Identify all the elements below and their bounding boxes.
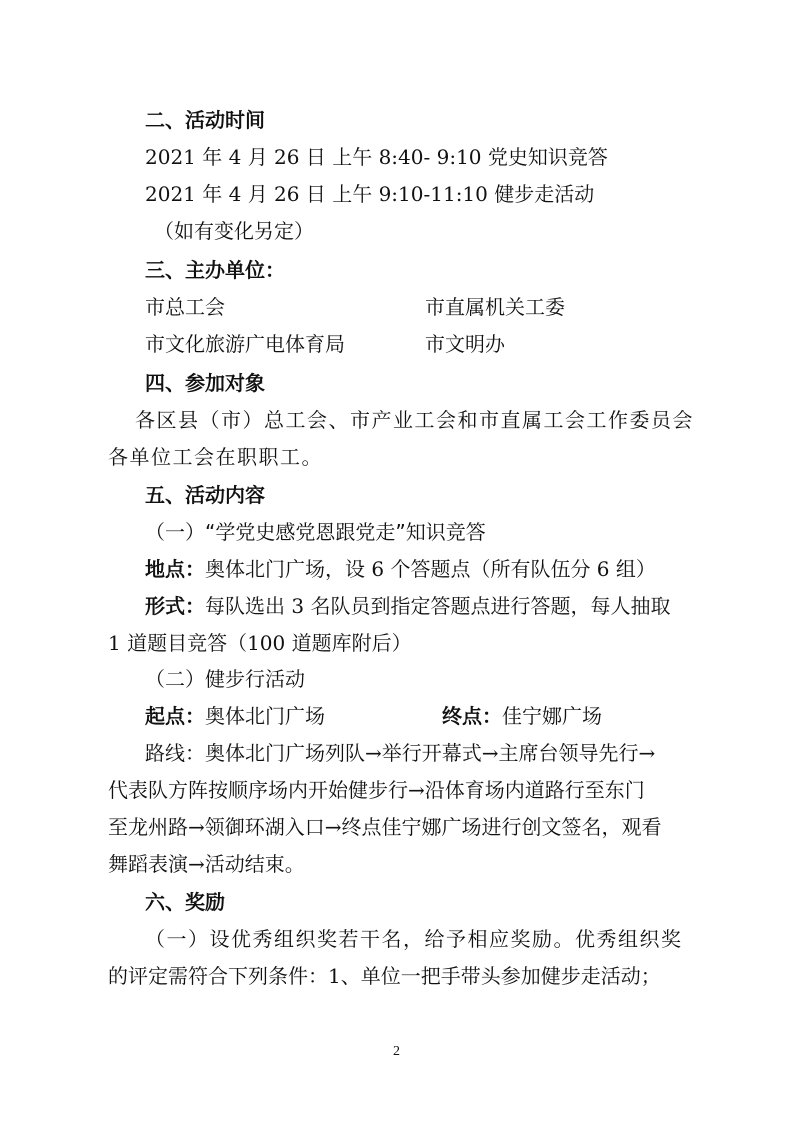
award-line-1: （一）设优秀组织奖若干名，给予相应奖励。优秀组织奖 [145,927,683,951]
award-line-2: 的评定需符合下列条件：1、单位一把手带头参加健步走活动； [108,964,661,988]
format-text: 每队选出 3 名队员到指定答题点进行答题，每人抽取 [205,594,671,618]
walk-start-end [145,701,745,731]
quiz-format-line-2: 1 道题目竞答（100 道题库附后） [108,631,412,655]
section-6-heading: 六、奖励 [145,890,225,914]
schedule-line-1: 2021 年 4 月 26 日 上午 8:40- 9:10 党史知识竞答 [145,145,608,169]
end-label: 终点： [442,704,502,728]
quiz-format-line-1 [145,591,745,621]
end-text: 佳宁娜广场 [502,704,602,728]
organizer-3: 市文化旅游广电体育局 [145,332,345,356]
start-label: 起点： [145,704,205,728]
section-4-heading: 四、参加对象 [145,371,265,395]
route-line-2: 代表队方阵按顺序场内开始健步行→沿体育场内道路行至东门 [108,778,645,802]
participants-line-1: 各区县（市）总工会、市产业工会和市直属工会工作委员会 [135,408,694,432]
location-text: 奥体北门广场，设 6 个答题点（所有队伍分 6 组） [205,557,656,581]
location-label: 地点： [145,557,205,581]
schedule-line-2: 2021 年 4 月 26 日 上午 9:10-11:10 健步走活动 [145,182,595,206]
start-text: 奥体北门广场 [205,704,325,728]
subsection-quiz-title: （一）“学党史感党恩跟党走”知识竞答 [145,520,486,544]
organizer-row-1 [145,292,745,322]
section-2-heading: 二、活动时间 [145,108,265,132]
subsection-walk-title: （二）健步行活动 [145,667,305,691]
route-line-4: 舞蹈表演→活动结束。 [108,852,305,876]
format-label: 形式： [145,594,205,618]
participants-line-2: 各单位工会在职职工。 [108,445,323,469]
route-line-1: 路线：奥体北门广场列队→举行开幕式→主席台领导先行→ [145,741,656,765]
quiz-location [145,554,745,584]
schedule-note: （如有变化另定） [154,219,314,243]
page-number: 2 [393,1044,400,1059]
organizer-row-2 [145,329,745,359]
section-5-heading: 五、活动内容 [145,483,265,507]
route-line-3: 至龙州路→领御环湖入口→终点佳宁娜广场进行创文签名，观看 [108,815,662,839]
organizer-4: 市文明办 [425,332,505,356]
section-3-heading: 三、主办单位： [145,258,285,282]
organizer-1: 市总工会 [145,295,225,319]
organizer-2: 市直属机关工委 [425,295,565,319]
